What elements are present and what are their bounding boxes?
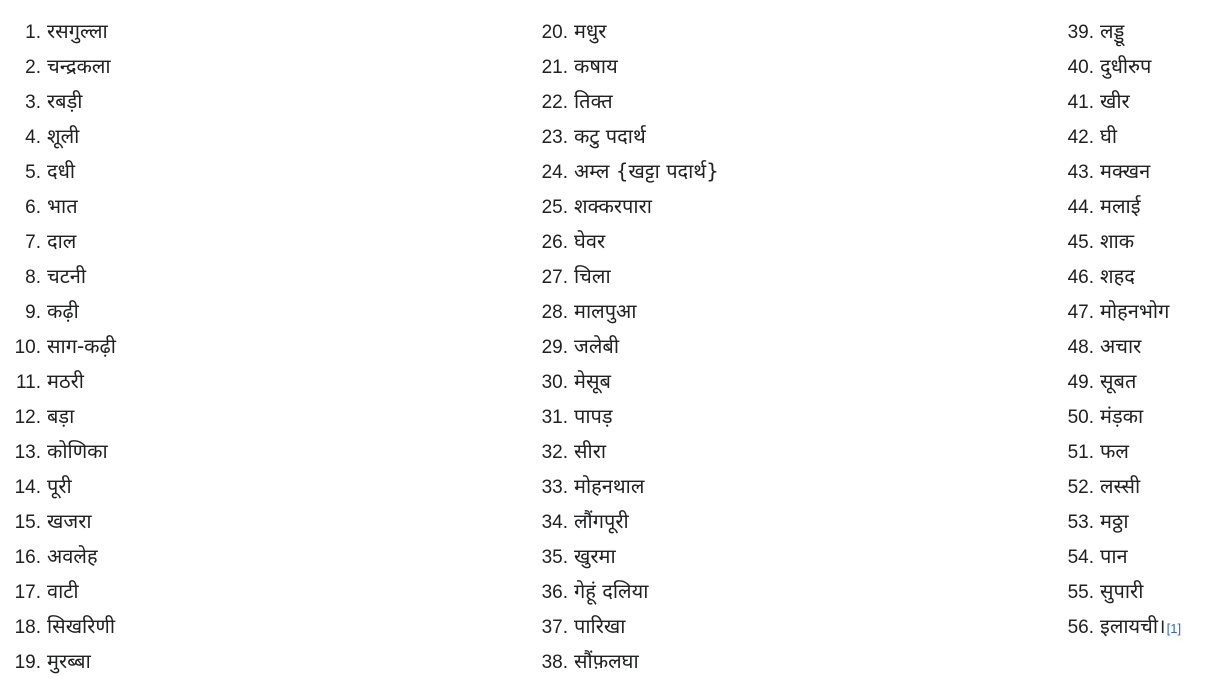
item-text: सूबत bbox=[1100, 369, 1137, 393]
item-number: 4. bbox=[25, 127, 41, 148]
list-item bbox=[1053, 14, 1207, 49]
item-number: 45. bbox=[1067, 232, 1094, 253]
item-number: 50. bbox=[1067, 407, 1094, 428]
list-item bbox=[527, 259, 1047, 294]
item-text: कोणिका bbox=[47, 439, 108, 463]
item-number: 37. bbox=[541, 617, 568, 638]
list-item bbox=[527, 399, 1047, 434]
item-text: अवलेह bbox=[47, 544, 98, 568]
list-item bbox=[1053, 119, 1207, 154]
list-column-1 bbox=[0, 14, 520, 679]
item-number: 43. bbox=[1067, 162, 1094, 183]
item-text: रबड़ी bbox=[47, 89, 83, 113]
item-number: 36. bbox=[541, 582, 568, 603]
item-number: 9. bbox=[25, 302, 41, 323]
item-text: खीर bbox=[1100, 89, 1130, 113]
item-number: 14. bbox=[14, 477, 41, 498]
item-text: सीरा bbox=[574, 439, 607, 463]
item-text: मोहनभोग bbox=[1100, 299, 1170, 323]
item-number: 16. bbox=[14, 547, 41, 568]
item-number: 52. bbox=[1067, 477, 1094, 498]
list-item bbox=[1053, 259, 1207, 294]
item-number: 49. bbox=[1067, 372, 1094, 393]
item-number: 22. bbox=[541, 92, 568, 113]
list-item bbox=[1053, 434, 1207, 469]
item-number: 26. bbox=[541, 232, 568, 253]
item-text: घेवर bbox=[574, 229, 606, 253]
list-item bbox=[1053, 154, 1207, 189]
list-item bbox=[1053, 189, 1207, 224]
item-number: 40. bbox=[1067, 57, 1094, 78]
item-number: 27. bbox=[541, 267, 568, 288]
list-column-2 bbox=[527, 14, 1047, 679]
item-text: दधी bbox=[47, 159, 76, 183]
item-text: चटनी bbox=[47, 264, 87, 288]
list-item bbox=[0, 399, 520, 434]
list-item bbox=[527, 119, 1047, 154]
item-text: शाक bbox=[1100, 229, 1135, 253]
item-number: 55. bbox=[1067, 582, 1094, 603]
item-text: मक्खन bbox=[1100, 159, 1151, 183]
item-number: 51. bbox=[1067, 442, 1094, 463]
list-item bbox=[527, 644, 1047, 679]
list-item bbox=[527, 364, 1047, 399]
list-item bbox=[1053, 294, 1207, 329]
item-number: 18. bbox=[14, 617, 41, 638]
list-item bbox=[0, 119, 520, 154]
item-text: दाल bbox=[47, 229, 77, 253]
item-number: 31. bbox=[541, 407, 568, 428]
list-item bbox=[527, 469, 1047, 504]
item-number: 44. bbox=[1067, 197, 1094, 218]
list-item: 56. इलायची। [1] bbox=[1053, 609, 1207, 644]
item-text: चिला bbox=[574, 264, 611, 288]
item-text: तिक्त bbox=[574, 89, 613, 113]
item-number: 56. bbox=[1067, 617, 1094, 638]
item-text: लस्सी bbox=[1100, 474, 1141, 498]
item-number: 2. bbox=[25, 57, 41, 78]
dish-list bbox=[0, 14, 1207, 679]
item-text: कढ़ी bbox=[47, 299, 79, 323]
list-item bbox=[1053, 469, 1207, 504]
item-text: मोहनथाल bbox=[574, 474, 645, 498]
item-number: 1. bbox=[25, 22, 41, 43]
item-text: बड़ा bbox=[47, 404, 75, 428]
item-number: 32. bbox=[541, 442, 568, 463]
list-item bbox=[527, 329, 1047, 364]
list-item bbox=[527, 294, 1047, 329]
item-text: मुरब्बा bbox=[47, 649, 91, 673]
item-number: 19. bbox=[14, 652, 41, 673]
item-number: 33. bbox=[541, 477, 568, 498]
list-item bbox=[0, 644, 520, 679]
item-text: मंड़का bbox=[1100, 404, 1144, 428]
item-number: 3. bbox=[25, 92, 41, 113]
list-item bbox=[527, 539, 1047, 574]
item-number: 41. bbox=[1067, 92, 1094, 113]
list-item bbox=[0, 469, 520, 504]
item-number: 28. bbox=[541, 302, 568, 323]
item-text: शूली bbox=[47, 124, 80, 148]
item-text: सौंफ़लघा bbox=[574, 649, 639, 673]
item-number: 13. bbox=[14, 442, 41, 463]
item-number: 20. bbox=[541, 22, 568, 43]
item-text: पारिखा bbox=[574, 614, 626, 638]
item-number: 21. bbox=[541, 57, 568, 78]
list-item bbox=[1053, 504, 1207, 539]
list-item bbox=[1053, 329, 1207, 364]
item-number: 46. bbox=[1067, 267, 1094, 288]
list-item bbox=[0, 609, 520, 644]
item-text: वाटी bbox=[47, 579, 79, 603]
list-item bbox=[527, 434, 1047, 469]
item-text: लौंगपूरी bbox=[574, 509, 629, 533]
item-text: अचार bbox=[1100, 334, 1142, 358]
list-item bbox=[0, 574, 520, 609]
item-text: सुपारी bbox=[1100, 579, 1144, 603]
item-number: 17. bbox=[14, 582, 41, 603]
item-text: भात bbox=[47, 194, 78, 218]
item-number: 29. bbox=[541, 337, 568, 358]
item-text: मठ्ठा bbox=[1100, 509, 1129, 533]
list-item bbox=[0, 189, 520, 224]
item-number: 48. bbox=[1067, 337, 1094, 358]
item-number: 24. bbox=[541, 162, 568, 183]
item-number: 5. bbox=[25, 162, 41, 183]
item-text: साग-कढ़ी bbox=[47, 334, 116, 358]
list-item bbox=[0, 14, 520, 49]
item-text: सिखरिणी bbox=[47, 614, 116, 638]
list-item bbox=[527, 14, 1047, 49]
item-number: 25. bbox=[541, 197, 568, 218]
item-text: खजरा bbox=[47, 509, 92, 533]
item-number: 53. bbox=[1067, 512, 1094, 533]
list-column-3 bbox=[1053, 14, 1207, 644]
list-item bbox=[1053, 364, 1207, 399]
item-number: 38. bbox=[541, 652, 568, 673]
list-item bbox=[527, 609, 1047, 644]
item-text: शहद bbox=[1100, 264, 1135, 288]
item-text: मठरी bbox=[47, 369, 84, 393]
item-text: पान bbox=[1100, 544, 1128, 568]
list-item bbox=[1053, 574, 1207, 609]
item-text: रसगुल्ला bbox=[47, 19, 108, 43]
list-item bbox=[527, 84, 1047, 119]
item-number: 11. bbox=[15, 372, 41, 393]
item-number: 15. bbox=[14, 512, 41, 533]
item-number: 8. bbox=[25, 267, 41, 288]
item-text: घी bbox=[1100, 124, 1117, 148]
list-item bbox=[0, 84, 520, 119]
list-item bbox=[0, 154, 520, 189]
item-text: कटु पदार्थ bbox=[574, 124, 646, 148]
item-text: मेसूब bbox=[574, 369, 611, 393]
item-text: जलेबी bbox=[574, 334, 619, 358]
item-text: इलायची। bbox=[1100, 614, 1166, 638]
item-text: पापड़ bbox=[574, 404, 613, 428]
item-text: फल bbox=[1100, 439, 1129, 463]
item-text: अम्ल {खट्टा पदार्थ} bbox=[574, 159, 719, 183]
list-item bbox=[0, 329, 520, 364]
item-text: चन्द्रकला bbox=[47, 54, 111, 78]
item-number: 47. bbox=[1067, 302, 1094, 323]
list-item bbox=[0, 294, 520, 329]
list-item bbox=[1053, 399, 1207, 434]
item-text: शक्करपारा bbox=[574, 194, 652, 218]
item-number: 6. bbox=[25, 197, 41, 218]
item-text: लड्डू bbox=[1100, 19, 1125, 43]
item-number: 54. bbox=[1067, 547, 1094, 568]
item-number: 10. bbox=[14, 337, 41, 358]
item-text: गेहूं दलिया bbox=[574, 579, 649, 603]
list-item bbox=[0, 434, 520, 469]
item-number: 39. bbox=[1067, 22, 1094, 43]
item-text: दुधीरुप bbox=[1100, 54, 1152, 78]
list-item bbox=[527, 504, 1047, 539]
list-item bbox=[527, 49, 1047, 84]
list-item bbox=[0, 224, 520, 259]
list-item bbox=[527, 189, 1047, 224]
item-number: 34. bbox=[541, 512, 568, 533]
item-text: मालपुआ bbox=[574, 299, 637, 323]
list-item bbox=[527, 224, 1047, 259]
item-number: 12. bbox=[14, 407, 41, 428]
list-item bbox=[1053, 224, 1207, 259]
item-text: मलाई bbox=[1100, 194, 1141, 218]
list-item bbox=[0, 364, 520, 399]
list-item bbox=[1053, 84, 1207, 119]
item-number: 7. bbox=[25, 232, 41, 253]
item-number: 35. bbox=[541, 547, 568, 568]
list-item bbox=[0, 259, 520, 294]
item-number: 30. bbox=[541, 372, 568, 393]
item-number: 23. bbox=[541, 127, 568, 148]
item-text: पूरी bbox=[47, 474, 72, 498]
list-item bbox=[0, 504, 520, 539]
item-number: 42. bbox=[1067, 127, 1094, 148]
list-item bbox=[1053, 49, 1207, 84]
list-item bbox=[527, 154, 1047, 189]
list-item bbox=[0, 49, 520, 84]
item-text: मधुर bbox=[574, 19, 607, 43]
list-item bbox=[527, 574, 1047, 609]
list-item bbox=[1053, 539, 1207, 574]
list-item bbox=[0, 539, 520, 574]
item-text: खुरमा bbox=[574, 544, 616, 568]
item-text: कषाय bbox=[574, 54, 618, 78]
